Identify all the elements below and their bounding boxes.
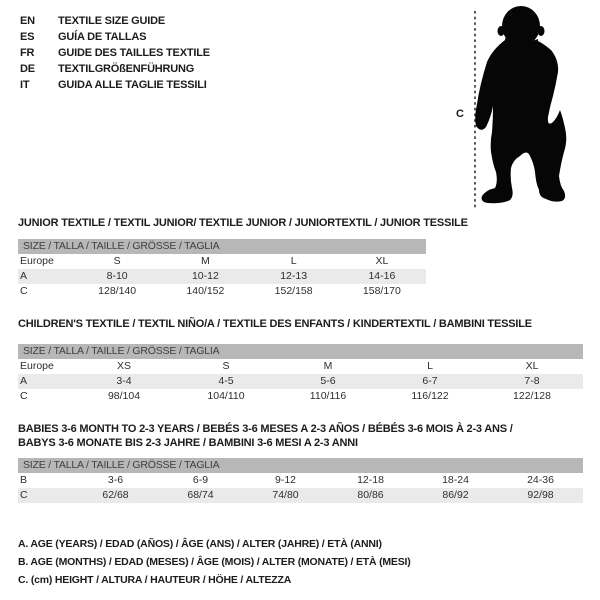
table-row (18, 473, 583, 488)
size-cell: 3-4 (116, 375, 132, 387)
size-cell: 158/170 (362, 285, 401, 297)
language-code: DE (20, 63, 35, 75)
legend-line-b: B. AGE (MONTHS) / EDAD (MESES) / ÂGE (MOIS) / ALTER (MONATE) / ETÀ (MESI) (18, 556, 411, 568)
baby-height-figure (448, 0, 598, 215)
language-title: GUIDA ALLE TAGLIE TESSILI (58, 79, 207, 91)
row-label: C (20, 390, 28, 402)
size-cell: 128/140 (98, 285, 137, 297)
language-row (20, 29, 210, 45)
table-header-bar: SIZE / TALLA / TAILLE / GRÖSSE / TAGLIA (18, 458, 583, 473)
size-cell: L (290, 255, 297, 267)
size-cell: 74/80 (272, 489, 299, 501)
size-cell: 3-6 (107, 474, 124, 486)
size-cell: 24-36 (527, 474, 554, 486)
language-code: FR (20, 47, 35, 59)
baby-silhouette-icon (475, 6, 566, 203)
size-cell: 10-12 (191, 270, 219, 282)
size-cell: 98/104 (107, 390, 141, 402)
babies-section-title (18, 423, 513, 450)
language-title: GUÍA DE TALLAS (58, 31, 147, 43)
table-row (18, 269, 426, 284)
size-cell: 14-16 (368, 270, 396, 282)
row-label: C (20, 285, 28, 297)
table-header-bar: SIZE / TALLA / TAILLE / GRÖSSE / TAGLIA (18, 239, 426, 254)
size-cell: 6-7 (422, 375, 438, 387)
size-cell: 9-12 (274, 474, 296, 486)
babies-title-line2: BABYS 3-6 MONATE BIS 2-3 JAHRE / BAMBINI 3-6 MESI A 2-3 ANNI (18, 436, 358, 449)
size-cell: 152/158 (274, 285, 313, 297)
row-label: B (20, 474, 28, 486)
size-cell: 5-6 (320, 375, 336, 387)
row-label: A (20, 270, 28, 282)
size-cell: XL (375, 255, 389, 267)
size-cell: 12-18 (357, 474, 384, 486)
size-cell: 92/98 (527, 489, 554, 501)
table-header-bar: SIZE / TALLA / TAILLE / GRÖSSE / TAGLIA (18, 344, 583, 359)
table-row (18, 374, 583, 389)
size-cell: 122/128 (513, 390, 551, 402)
size-cell: 6-9 (192, 474, 209, 486)
babies-size-table (18, 458, 583, 503)
size-cell: 12-13 (280, 270, 308, 282)
size-cell: 140/152 (186, 285, 225, 297)
language-list (20, 13, 210, 93)
legend (18, 535, 411, 589)
children-section-title: CHILDREN'S TEXTILE / TEXTIL NIÑO/A / TEXTILE DES ENFANTS / KINDERTEXTIL / BAMBINI TESSILE (18, 318, 532, 330)
language-code: IT (20, 79, 30, 91)
size-cell: 62/68 (102, 489, 129, 501)
row-label: Europe (20, 360, 54, 372)
size-cell: M (201, 255, 210, 267)
children-size-table (18, 344, 583, 404)
babies-title-line1: BABIES 3-6 MONTH TO 2-3 YEARS / BEBÉS 3-6 MESES A 2-3 AÑOS / BÉBÉS 3-6 MOIS À 2-3 ANS / (18, 423, 513, 435)
size-cell: 86/92 (442, 489, 469, 501)
size-cell: 110/116 (309, 390, 347, 402)
legend-line-c: C. (cm) HEIGHT / ALTURA / HAUTEUR / HÖHE / ALTEZZA (18, 574, 292, 586)
size-cell: 8-10 (106, 270, 128, 282)
language-row (20, 77, 210, 93)
junior-section-title: JUNIOR TEXTILE / TEXTIL JUNIOR/ TEXTILE JUNIOR / JUNIORTEXTIL / JUNIOR TESSILE (18, 217, 468, 229)
size-cell: XL (525, 360, 539, 372)
language-row (20, 13, 210, 29)
language-code: EN (20, 15, 35, 27)
height-label-c: C (456, 108, 464, 120)
size-cell: 18-24 (442, 474, 469, 486)
size-cell: S (222, 360, 230, 372)
size-cell: 116/122 (411, 390, 449, 402)
language-title: TEXTILE SIZE GUIDE (58, 15, 166, 27)
language-code: ES (20, 31, 35, 43)
legend-line-a: A. AGE (YEARS) / EDAD (AÑOS) / ÂGE (ANS) / ALTER (JAHRE) / ETÀ (ANNI) (18, 538, 382, 550)
language-row (20, 61, 210, 77)
junior-size-table (18, 239, 426, 299)
language-title: GUIDE DES TAILLES TEXTILE (58, 47, 210, 59)
size-cell: 68/74 (187, 489, 214, 501)
row-label: Europe (20, 255, 54, 267)
row-label: A (20, 375, 28, 387)
table-row (18, 359, 583, 374)
size-cell: M (323, 360, 333, 372)
size-cell: 80/86 (357, 489, 384, 501)
size-cell: S (113, 255, 121, 267)
size-cell: XS (116, 360, 131, 372)
row-label: C (20, 489, 28, 501)
size-cell: 7-8 (524, 375, 540, 387)
size-cell: 104/110 (207, 390, 245, 402)
table-row (18, 284, 426, 299)
size-cell: L (427, 360, 433, 372)
language-title: TEXTILGRÖßENFÜHRUNG (58, 63, 195, 75)
language-row (20, 45, 210, 61)
size-cell: 4-5 (218, 375, 234, 387)
table-row (18, 254, 426, 269)
table-row (18, 488, 583, 503)
table-row (18, 389, 583, 404)
